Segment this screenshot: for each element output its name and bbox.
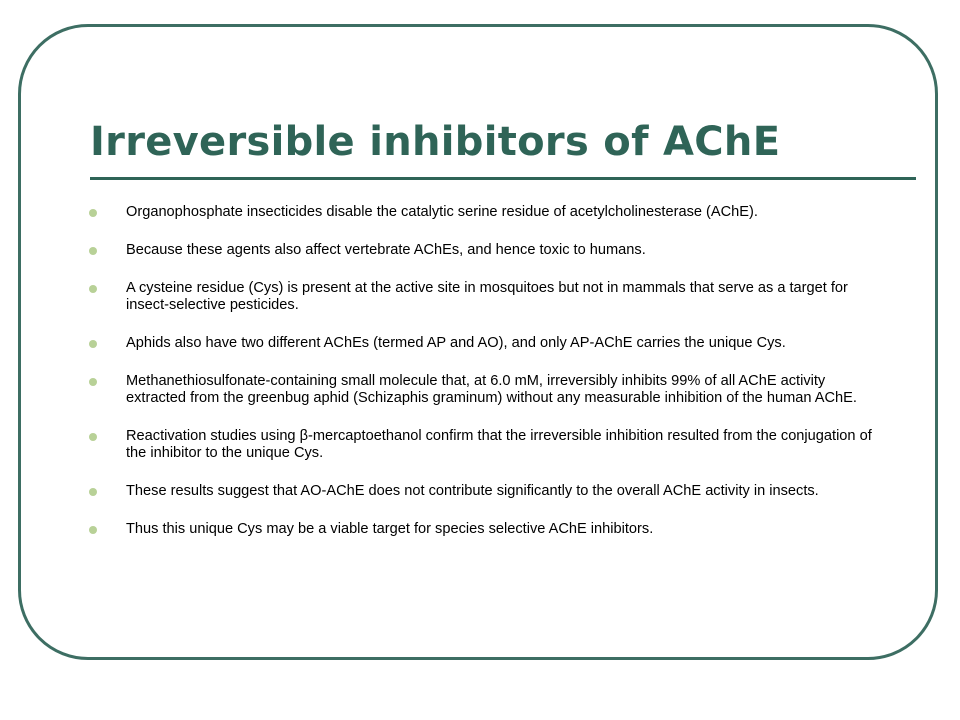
bullet-item [88, 521, 878, 538]
bullet-item [88, 280, 878, 314]
title-underline [90, 177, 916, 180]
bullet-dot-icon [89, 488, 97, 496]
bullet-text: Organophosphate insecticides disable the catalytic serine residue of acetylcholinesterase (AChE). [126, 204, 758, 220]
bullet-text: Methanethiosulfonate-containing small molecule that, at 6.0 mM, irreversibly inhibits 99% of all AChE activity extracted from the greenbug aphid (Schizaphis graminum) without any measurable inhibition of the human AChE. [126, 373, 857, 406]
bullet-text: Thus this unique Cys may be a viable target for species selective AChE inhibitors. [126, 521, 654, 537]
bullet-text: A cysteine residue (Cys) is present at the active site in mosquitoes but not in mammals that serve as a target for insect-selective pesticides. [126, 280, 848, 313]
bullet-item [88, 204, 878, 221]
bullet-list [88, 204, 878, 559]
bullet-text: Because these agents also affect vertebrate AChEs, and hence toxic to humans. [126, 242, 646, 258]
bullet-dot-icon [89, 209, 97, 217]
bullet-dot-icon [89, 378, 97, 386]
bullet-dot-icon [89, 526, 97, 534]
slide-title: Irreversible inhibitors of AChE [90, 119, 781, 165]
bullet-text: These results suggest that AO-AChE does not contribute significantly to the overall AChE activity in insects. [126, 483, 819, 499]
bullet-dot-icon [89, 247, 97, 255]
bullet-item [88, 373, 878, 407]
bullet-dot-icon [89, 285, 97, 293]
bullet-dot-icon [89, 340, 97, 348]
bullet-item [88, 483, 878, 500]
bullet-dot-icon [89, 433, 97, 441]
bullet-item [88, 428, 878, 462]
bullet-item [88, 242, 878, 259]
bullet-text: Reactivation studies using β-mercaptoethanol confirm that the irreversible inhibition resulted from the conjugation of the inhibitor to the unique Cys. [126, 428, 872, 461]
bullet-text: Aphids also have two different AChEs (termed AP and AO), and only AP-AChE carries the unique Cys. [126, 335, 786, 351]
bullet-item [88, 335, 878, 352]
